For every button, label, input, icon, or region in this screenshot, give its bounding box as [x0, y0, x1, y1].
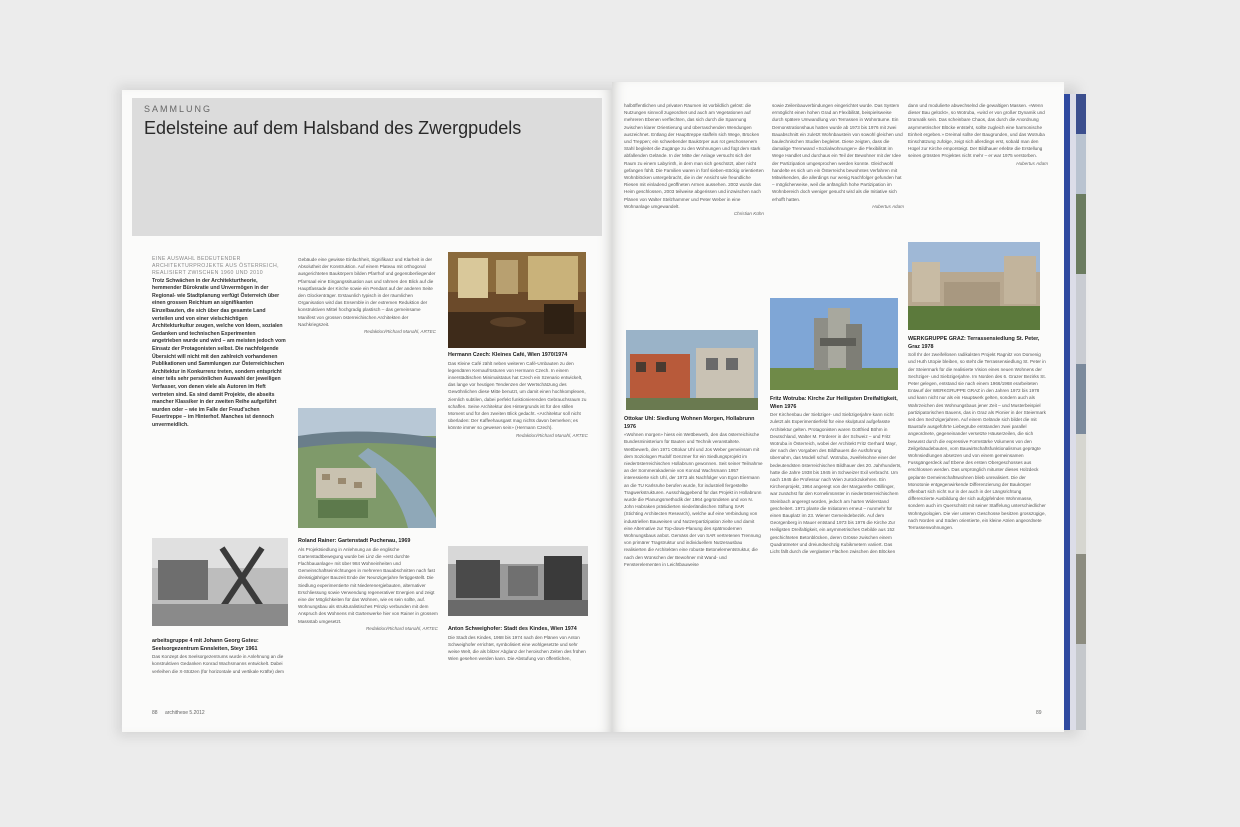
- right-column-2-text: sowie Zeilenbauverbindungen eingerichtet wurde. Das System ermöglicht einen hohen Grad an Flexibilität, beispielsweise durch spätere Umwandlung von Terrassen in Wohnräume. Ein Demonstrationshaus hatten wurde ab 1973 bis 1976 mit zwei Bauabschnitt ein zuletzt Wohnbaustein von sowohl gleichen und baulechnischen Studien begleitet. Diese zeigten, dass die damalige Trennwand «Sozialwohnungen» die Flexibilität im Wege Handlet und durchaus ein Teil der Bewohner mit der Idee der Partizipation umgesprochen werden konnte. Gleichwohl handelte es sich um ein Österreichs bewohntes Verfahren mit Mitwirkenden, die allerdings nur wenig Nachfolger gefunden hat – möglicherweise, weil die anfänglich hohe Partizipation im Wohnbereich doch weniger gesucht wird als die Initiative sich erhofft hatten.: [772, 103, 903, 202]
- left-page: [122, 90, 612, 732]
- photo-puchenau: [298, 408, 436, 528]
- intro-column: [152, 256, 286, 526]
- wotruba-entry: [770, 396, 902, 708]
- photo-ennsleiten: [152, 538, 288, 626]
- right-column-1: [624, 102, 764, 334]
- page-number-right: 89: [1036, 710, 1042, 716]
- page-edge-strip: [1064, 94, 1086, 730]
- uhl-entry: [624, 416, 764, 708]
- caption-arbeitsgruppe: arbeitsgruppe 4 mit Johann Georg Gsteu: Seelsorgezentrum Ennsleiten, Steyr 1961: [152, 638, 259, 652]
- right-column-2-signature: Hubertus Adam: [872, 203, 904, 209]
- caption-wotruba: Fritz Wotruba: Kirche Zur Heiligsten Dreifaltigkeit, Wien 1976: [770, 396, 898, 410]
- photo-kleines-cafe: [448, 252, 586, 348]
- issue-label: archithese 5.2012: [164, 710, 205, 716]
- page-number-left: 88: [152, 710, 158, 716]
- rainer-entry: [298, 538, 438, 700]
- intro-text: Trotz Schwächen in der Architekturtheorie, hemmender Bürokratie und Unvermögen in der Regional- wie Stadtplanung verfügt Österreich über einen grossen Reichtum an signifikanten Einzelbauten, die sich über das gesamte Land verteilen und von einer vielschichtigen Architekturkultur zeugen, welche von Ideen, sozialen Gedanken und technischen Experimenten angetrieben wurde und wird – am meisten jedoch vom Einsatz der Protagonisten selbst. Die nachfolgende Übersicht will nicht mit den zahlreich vorhandenen Publikationen und Sammlungen zur Österreichischen Architektur in Konkurrenz treten, sondern entspricht einer teils sehr persönlichen Auswahl der jeweiligen Verfasser, von denen viele als Autoren im Heft vertreten sind. Es sind damit Projekte, die abseits mancher Klassiker in der zweiten Reihe aufgeführt wurden oder – wie im Falle der Freud'schen Feuertreppe – im Hinterhof. Manches ist dennoch unvermeidlich.: [152, 277, 286, 428]
- schweighofer-text: Die Stadt des Kindes, 1968 bis 1974 nach den Plänen von Anton Schweighofer errichtet, symbolisiert eine wohlgesetzte und sehr weise Welt, die als blitzer Abglanz der heroischen Zeiten des frühen Wien gesehen werden kann. Die Abstufung von öffentlichen,: [448, 634, 586, 662]
- czech-text: Das Kleine Café zählt neben weiteren Café-Umbauten zu den legendären Kernaufrüsturen von Hermann Czech. In einem innerstädtischen Minimalstatus hat Czech ein Szenario entwickelt, das lange vor heutigen Tendenzen der Wertschätzung des Gewöhnlichen diese Mitte benutzt, um damit einen hochkomplexen, ziemlich subtilen, dabei perfekt funktionierenden Gebrauchsraum zu schaffen. Seine Architektur des Hintergrunds ist für den stillen Moment und für den zweiten Blick gedacht. «Architektur soll nicht überladen: Der Kaffeehausgast mag nichts davon bemerken; es könnte immer so gewesen sein» (Hermann Czech).: [448, 360, 587, 431]
- werkgruppe-text: Soll Ihr der zweifellosen radikalsten Projekt Ragnitz von Domenig und Huth Utopie bleiben, so steht die Terrassensiedlung St. Peter in der Steiermark für die realisierte Vision eines neuen Wohnens der Sechziger- und Siebzigerjahre. Im Norden des 6. Grazer Bezirks St. Peter gelegen, entstand sie nach einem 1966/1968 erarbeiteten Entwurf der WERKGRUPPE GRAZ in den Jahren 1972 bis 1978 und kann nicht nur als ein Hauptwerk gelten, sondern auch als Wahrzeichen des Wohnungsbaus jener Zeit – und Musterbeispiel partizipatorischen Bauens, das in Graz als Pionier in der Steiermark seit den Sechzigerjahren. Auf einem Gelände sich bildet die mit Baustufe ausgeführte Liebegrube entstanden zwei parallel angeordnete, gegeneinander versetzte Häuserzeilen, die sich bewusst durch die expressive Formstärke Volumens von den Zeilgebäudebauten, vom Bauwirtschaftsfunktionalismus geprägte Wohnsiedlungen absetzen und von einem gemeinsamen Fussgängerdeck auf Ebene des ersten Obergeschosses aus erschlossen werden. Das ursprünglich mitunter dieses Holzdeck geplante Gemeinschaftswohnen blieb unrealisiert. Die der Monotonie entgegenwirkende Differenzierung der Baukörper offenbart sich nicht nur in der auch in der Längsrichtung differenzierte Ausbildung der sich aufgipfelnden Wohnmasse, sondern auch im Querschnitt mit seiner Staffelung unterschiedlicher Wohntypologien. Die vier unteren Geschosse besitzen grosszügige, nach Norden und Süden orientierte, ein kleine Atrien angeordnete Terrassenwohnungen.: [908, 352, 1046, 531]
- caption-werkgruppe: WERKGRUPPE GRAZ: Terrassensiedlung St. Peter, Graz 1978: [908, 336, 1040, 350]
- right-column-1-text: halböffentlichen und privaten Räumen ist vorbildlich gelöst: die Nutzungen sinnvoll zugeordnet und auch am Vegetationen auf mehreren Ebenen verflechten, das sich durch die Spannung zwischen klarer Orientierung und überraschenden Wendungen auszeichnet. Entlang der Haupttreppe staffeln sich Wege, Brücken und Treppen; ein schwebender Baukörper aus rot geschossenem Stahl begleitet die Zugänge zu den Wohnungen und fügt dem stark abfallenden Gelände. In der Mitte der Anlage versucht sich der Raum zu einem Labyrinth, in dem man sich geschützt, aber nicht gefangen fühlt. Die Familien waren in fünf sieben-stöckig orientierten Wohnblöcken untergebracht, die in der Ansicht wie freundliche Riesen mit einladend geöffneten Armen aussehen. 2002 wurde das Heim geschlossen, 2003 teilweise abgerissen und inzwischen nach Plänen von Walter Stelzhammer und Peter Weber in eine Wohnanlage umgewandelt.: [624, 103, 764, 209]
- photo-wohnen-morgen: [626, 330, 758, 410]
- rainer-signature: Redaktion/Richard Manahl, ARTEC: [365, 625, 438, 631]
- uhl-text: «Wohnen morgen» hiess ein Wettbewerb, den das österreichische Bundesministerium für Bauten und Technik veranstaltete. Wettbewerb, den 1971 Ottokar Uhl und Jos Weber gemeinsam mit dem Soziologen Rudolf Genzmer für ein Siedlungsprojekt im niederösterreichischen Hollabrunn gewonnen. Seit seiner Teilnahme an der Sommerakademie von Konrad Wachsmann 1957 interessierte sich Uhl, der 1973 als Nachfolger von Egon Eiermann an die TU Karlsruhe berufen wurde, für industriell fergestellte Tragwerkstrukturen. Ausschlaggebend für das Projekt in Hollabrunn wurde die Planungsmethodik der 1964 gegründeten und von N. John Habraken präsidierten niederländischen Stiftung SAR (Stichting Architecten Research), welche auf eine Verbindung von industriellen Bauweisen und Nutzerpartizipation zielte und damit eine Alternative zur Top-down-Planung des spätmodernen Wohnungsbaus anbot. Gemäss der von SAR vertretenen Trennung von primärer Tragstruktur und individuellem Nutzerausbau realisierten die Architekten eine robuste Betonelementstruktur, die nach den Wünschen der Bewohner mit Wand- und Fensterelementen in Leichtbauweise: [624, 432, 763, 567]
- right-column-2: [772, 102, 904, 312]
- photo-stadt-des-kindes: [448, 546, 588, 616]
- right-column-3-text: dann und modulierte abwechselnd die gewaltigen Massen. «Wenn dieser Bau gelückt», so Wotruba, «wird er von großer Dynamik und Dramatik sein. Das scheinbare Chaos, das durch die Anordnung asymmetrischer Blöcke entsteht, sollte zugleich eine harmonische Einheit ergeben.» Dreimal sollte der Baugrunden, und das Wotruba Einschätzung zufolge, zeigt sich allerdings erst, sobald man den Hügel zur Kirche emporsteigt. Der Bildhauer erlebte die Erstellung seines grössten Projektes nicht mehr – er war 1975 verstorben.: [908, 103, 1045, 159]
- right-page: [612, 82, 1064, 732]
- article-title: Edelsteine auf dem Halsband des Zwergpudels: [144, 118, 522, 138]
- intro-heading: EINE AUSWAHL BEDEUTENDER ARCHITEKTURPROJEKTE AUS ÖSTERREICH, REALISIERT ZWISCHEN 1960 UND 2010: [152, 256, 279, 277]
- caption-rainer: Roland Rainer: Gartenstadt Puchenau, 1969: [298, 538, 411, 544]
- czech-signature: Redaktion/Richard Manahl, ARTEC: [515, 432, 588, 438]
- caption-uhl: Ottokar Uhl: Siedlung Wohnen Morgen, Hollabrunn 1976: [624, 416, 755, 430]
- folio-left: [152, 710, 205, 716]
- caption-schweighofer: Anton Schweighofer: Stadt des Kindes, Wien 1974: [448, 626, 577, 632]
- wotruba-text: Der Kirchenbau der Siebziger- und Siebzigerjahre kann nicht zuletzt als Experimentierfeld für eine skulptural aufgefasste Architektur gelten. Protagonisten waren Gottfried Böhm in Deutschland, Walter M. Förderer in der Schweiz – und Fritz Wotruba in Österreich, wobei der Architekt Fritz Gerhard Mayr, der nach den Vorgaben des Bildhauers die Ausführung übernahm, das Modell schuf. Wotruba, zweifelsohne einer der bedeutendsten österreichischen Bildhauer des 20. Jahrhunderts, hatte die Jahre 1938 bis 1945 im Schweizer Exil verbracht. Um nach 1945 die Professur nach Wien zurückzukehren. Ein Kirchenprojekt, 1964 angeregt von der Margarethe Ottillinger, war zunächst für den Kornelimünster in niederösterreichischem Steinbach angeregt worden, jedoch am harten Widerstand gescheitert. 1971 plante die Initiatoren erneut – nunmehr für einen Bauplatz im 23. Wiener Gemeindebezirk. Auf dem Georgenberg in Mauer entstand 1973 bis 1976 die Kirche Zur Heiligsten Dreifaltigkeit, ein asymmetrisches Gebilde aus 152 geschichteten Betonblöcken, deren Grösse zwischen einem Quadratmeter und dreiundsechzig Kubikmetern variiert. Das Licht fällt durch die verglasten Flächen zwischen den Blöcken: [770, 412, 902, 555]
- arbeitsgruppe-entry: [152, 638, 292, 700]
- column-2-text: Gebäude eine gewisse Einfachheit, Signifikanz und Klarheit in der Absolutheit der Konstruktion. Auf einem Plateau mit orthogonal ausgerichteten Baukörpern bilden Pfarrhof und gegenüberliegender Pfarrsaal eine Eingangssituation aus und rahmen den Blick auf die Hauptfassade der Kirche sowie ein Pendant auf der anderen Seite den Glockenträger. Erstaunlich typisch in der räumlichen Organisation wird das Ensemble in der extremen Reduktion der konstruktiven Mittel hochgradig plastisch – das gemeinsame Manifest von grossen österreichischen Architekten der Nachkriegszeit.: [298, 257, 436, 327]
- werkgruppe-entry: [908, 336, 1048, 708]
- section-kicker: SAMMLUNG: [144, 104, 213, 114]
- photo-terrassensiedlung: [908, 242, 1040, 330]
- arbeitsgruppe-text: Das Konzept des Seelsorgezentrums wurde in Anlehnung an die konstruktiven Gedanken Konrad Wachsmanns entwickelt. Dabei verleihen die X-Stützen (für horizontale und vertikale Kräfte) dem: [152, 654, 285, 674]
- caption-czech: Hermann Czech: Kleines Café, Wien 1970/1974: [448, 352, 568, 358]
- right-column-3-signature: Hubertus Adam: [1016, 160, 1048, 166]
- czech-entry: [448, 352, 588, 528]
- column-2: [298, 256, 436, 396]
- schweighofer-entry: [448, 626, 588, 702]
- column-2-signature: Redaktion/Richard Manahl, ARTEC: [363, 329, 436, 335]
- rainer-text: Als Projektsiedlung in Anlehnung an die englische Gartenstadtbewegung wurde bei Linz die «erst durchte Flachbauanlage» mit über 984 Wohneinheiten und Gemeinschaftseinrichtungen in mehreren Bauabschnitten nach fast dreissigjähriger Bauzeit Ende der Neunzigerjahre fertiggestellt. Die Siedlung experimentierte mit Niederenergiebauten, alternativer Erschliessung sowie Verwendung regenerativer Energien und zeigt eine der Möglichkeiten für das Wohnen, wie es sein sollte, auf. Wohnungsbau als strukturalistisches Prinzip verbunden mit dem Anspruch des Wohnens mit Gartenwerke hier von Rainer in grossem Massstab umgesetzt.: [298, 546, 438, 624]
- right-column-1-signature: Christian Kühn: [733, 211, 764, 217]
- photo-wotruba-kirche: [770, 298, 898, 390]
